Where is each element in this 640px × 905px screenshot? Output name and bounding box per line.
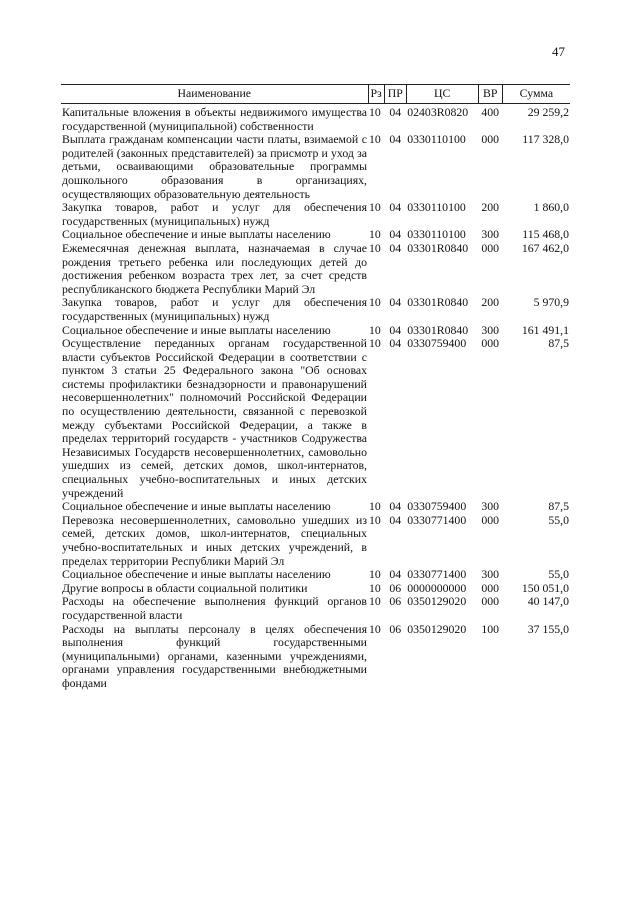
cell-name: Закупка товаров, работ и услуг для обеспечения государственных (муниципальных) нужд (62, 295, 367, 323)
cell-cs: 0350129020 (407, 621, 467, 636)
cell-name: Капитальные вложения в объекты недвижимого имущества государственной (муниципальной) собственности (62, 105, 367, 133)
cell-rz: 10 (369, 322, 381, 337)
cell-name: Осуществление переданных органам государственной власти субъектов Российской Федерации в соответствии с пунктом 3 статьи 25 Федерального закона "Об основах системы профилактики безнадзорности и правонарушений несовершеннолетних" полномочий Российской Федерации по осуществлению деятельности, связанной с перевозкой между субъектами Российской Федерации, а также в пределах территорий государств - участников Содружества Независимых Государств несовершеннолетних, самовольно ушедших из семей, детских домов, школ-интернатов, специальных учебно-воспитательных и иных детских учреждений (62, 336, 367, 500)
page-number: 47 (552, 44, 565, 59)
cell-cs: 0330110100 (407, 200, 466, 215)
table-row (61, 133, 570, 201)
table-row (61, 324, 570, 338)
table-row (61, 500, 570, 514)
cell-sum: 37 155,0 (527, 621, 569, 636)
cell-pr: 04 (389, 512, 402, 527)
cell-name: Закупка товаров, работ и услуг для обеспечения государственных (муниципальных) нужд (62, 200, 367, 228)
cell-sum: 29 259,2 (527, 105, 569, 119)
cell-name: Социальное обеспечение и иные выплаты населению (62, 567, 331, 582)
cell-rz: 10 (369, 295, 381, 310)
cell-sum: 167 462,0 (521, 240, 569, 255)
cell-vr: 300 (481, 499, 500, 514)
cell-pr: 04 (389, 567, 402, 582)
column-header-pr: ПР (384, 85, 406, 104)
cell-rz: 10 (369, 240, 381, 255)
column-header-rz: Рз (368, 85, 384, 104)
cell-pr: 04 (389, 499, 402, 514)
cell-pr: 04 (389, 105, 402, 119)
table-row (61, 201, 570, 228)
cell-vr: 200 (481, 295, 500, 310)
cell-rz: 10 (369, 594, 381, 609)
cell-rz: 10 (369, 621, 381, 636)
cell-vr: 300 (481, 227, 500, 242)
cell-rz: 10 (369, 105, 381, 119)
cell-sum: 87,5 (548, 499, 569, 514)
table-row (61, 228, 570, 242)
cell-pr: 04 (389, 227, 402, 242)
cell-name: Социальное обеспечение и иные выплаты населению (62, 227, 331, 242)
cell-vr: 400 (481, 105, 500, 119)
cell-cs: 0330759400 (407, 336, 467, 351)
table-row (61, 582, 570, 596)
cell-pr: 04 (389, 336, 402, 351)
table-header-row (61, 85, 570, 104)
column-header-cs: ЦС (406, 85, 478, 104)
cell-vr: 000 (481, 132, 500, 147)
cell-cs: 0330110100 (407, 227, 466, 242)
cell-rz: 10 (369, 512, 381, 527)
cell-pr: 06 (389, 621, 402, 636)
column-header-sum: Сумма (502, 85, 570, 104)
cell-pr: 04 (389, 132, 402, 147)
cell-vr: 200 (481, 200, 500, 215)
cell-cs: 0330759400 (407, 499, 467, 514)
column-header-vr: ВР (478, 85, 502, 104)
cell-rz: 10 (369, 499, 381, 514)
cell-rz: 10 (369, 567, 381, 582)
cell-rz: 10 (369, 200, 381, 215)
cell-name: Перевозка несовершеннолетних, самовольно ушедших из семей, детских домов, школ-интернатов, специальных учебно-воспитательных и иных детских учреждений, в пределах территории Республики Марий Эл (62, 512, 367, 568)
cell-vr: 000 (481, 336, 500, 351)
cell-cs: 0330771400 (407, 567, 467, 582)
cell-vr: 300 (481, 322, 500, 337)
cell-pr: 04 (389, 240, 402, 255)
cell-name: Выплата гражданам компенсации части платы, взимаемой с родителей (законных представителей) за присмотр и уход за детьми, осваивающими образовательные программы дошкольного образования в организациях, осуществляющих образовательную деятельность (62, 132, 367, 201)
cell-cs: 03301R0840 (407, 240, 469, 255)
cell-sum: 1 860,0 (533, 200, 569, 215)
cell-rz: 10 (369, 132, 381, 147)
table-row (61, 595, 570, 622)
cell-cs: 0330110100 (407, 132, 466, 147)
cell-cs: 0350129020 (407, 594, 467, 609)
cell-vr: 000 (481, 512, 500, 527)
cell-name: Расходы на выплаты персоналу в целях обеспечения выполнения функций государственными (муниципальными) органами, казенными учреждениями, органами управления государственными внебюджетными фондами (62, 621, 367, 690)
cell-cs: 02403R0820 (407, 105, 469, 119)
cell-vr: 300 (481, 567, 500, 582)
budget-table (61, 84, 570, 691)
cell-pr: 06 (389, 594, 402, 609)
cell-pr: 04 (389, 295, 402, 310)
cell-vr: 000 (481, 580, 500, 595)
cell-rz: 10 (369, 580, 381, 595)
table-row (61, 242, 570, 296)
cell-sum: 117 328,0 (522, 132, 569, 147)
cell-name: Социальное обеспечение и иные выплаты населению (62, 322, 331, 337)
cell-sum: 115 468,0 (522, 227, 569, 242)
table-row (61, 623, 570, 691)
cell-rz: 10 (369, 336, 381, 351)
cell-sum: 87,5 (548, 336, 569, 351)
cell-rz: 10 (369, 227, 381, 242)
cell-sum: 55,0 (548, 567, 569, 582)
cell-sum: 150 051,0 (521, 580, 569, 595)
cell-cs: 0000000000 (407, 580, 467, 595)
cell-pr: 04 (389, 200, 402, 215)
cell-name: Социальное обеспечение и иные выплаты населению (62, 499, 331, 514)
table-row (61, 568, 570, 582)
table-row (61, 106, 570, 133)
cell-vr: 100 (481, 621, 500, 636)
cell-cs: 0330771400 (407, 512, 467, 527)
cell-cs: 03301R0840 (407, 322, 469, 337)
cell-vr: 000 (481, 594, 500, 609)
cell-sum: 5 970,9 (533, 295, 569, 310)
cell-name: Расходы на обеспечение выполнения функций органов государственной власти (62, 594, 367, 622)
cell-name: Ежемесячная денежная выплата, назначаемая в случае рождения третьего ребенка или последующих детей до достижения ребенком возраста трех лет, за счет средств республиканского бюджета Республики Марий Эл (62, 240, 367, 296)
cell-sum: 40 147,0 (527, 594, 569, 609)
cell-cs: 03301R0840 (407, 295, 469, 310)
table-row (61, 337, 570, 500)
table-row (61, 296, 570, 323)
cell-pr: 04 (389, 322, 402, 337)
table-row (61, 514, 570, 568)
cell-sum: 161 491,1 (521, 322, 569, 337)
cell-pr: 06 (389, 580, 402, 595)
cell-vr: 000 (481, 240, 500, 255)
cell-sum: 55,0 (548, 512, 569, 527)
column-header-name: Наименование (61, 85, 368, 104)
cell-name: Другие вопросы в области социальной политики (62, 580, 308, 595)
